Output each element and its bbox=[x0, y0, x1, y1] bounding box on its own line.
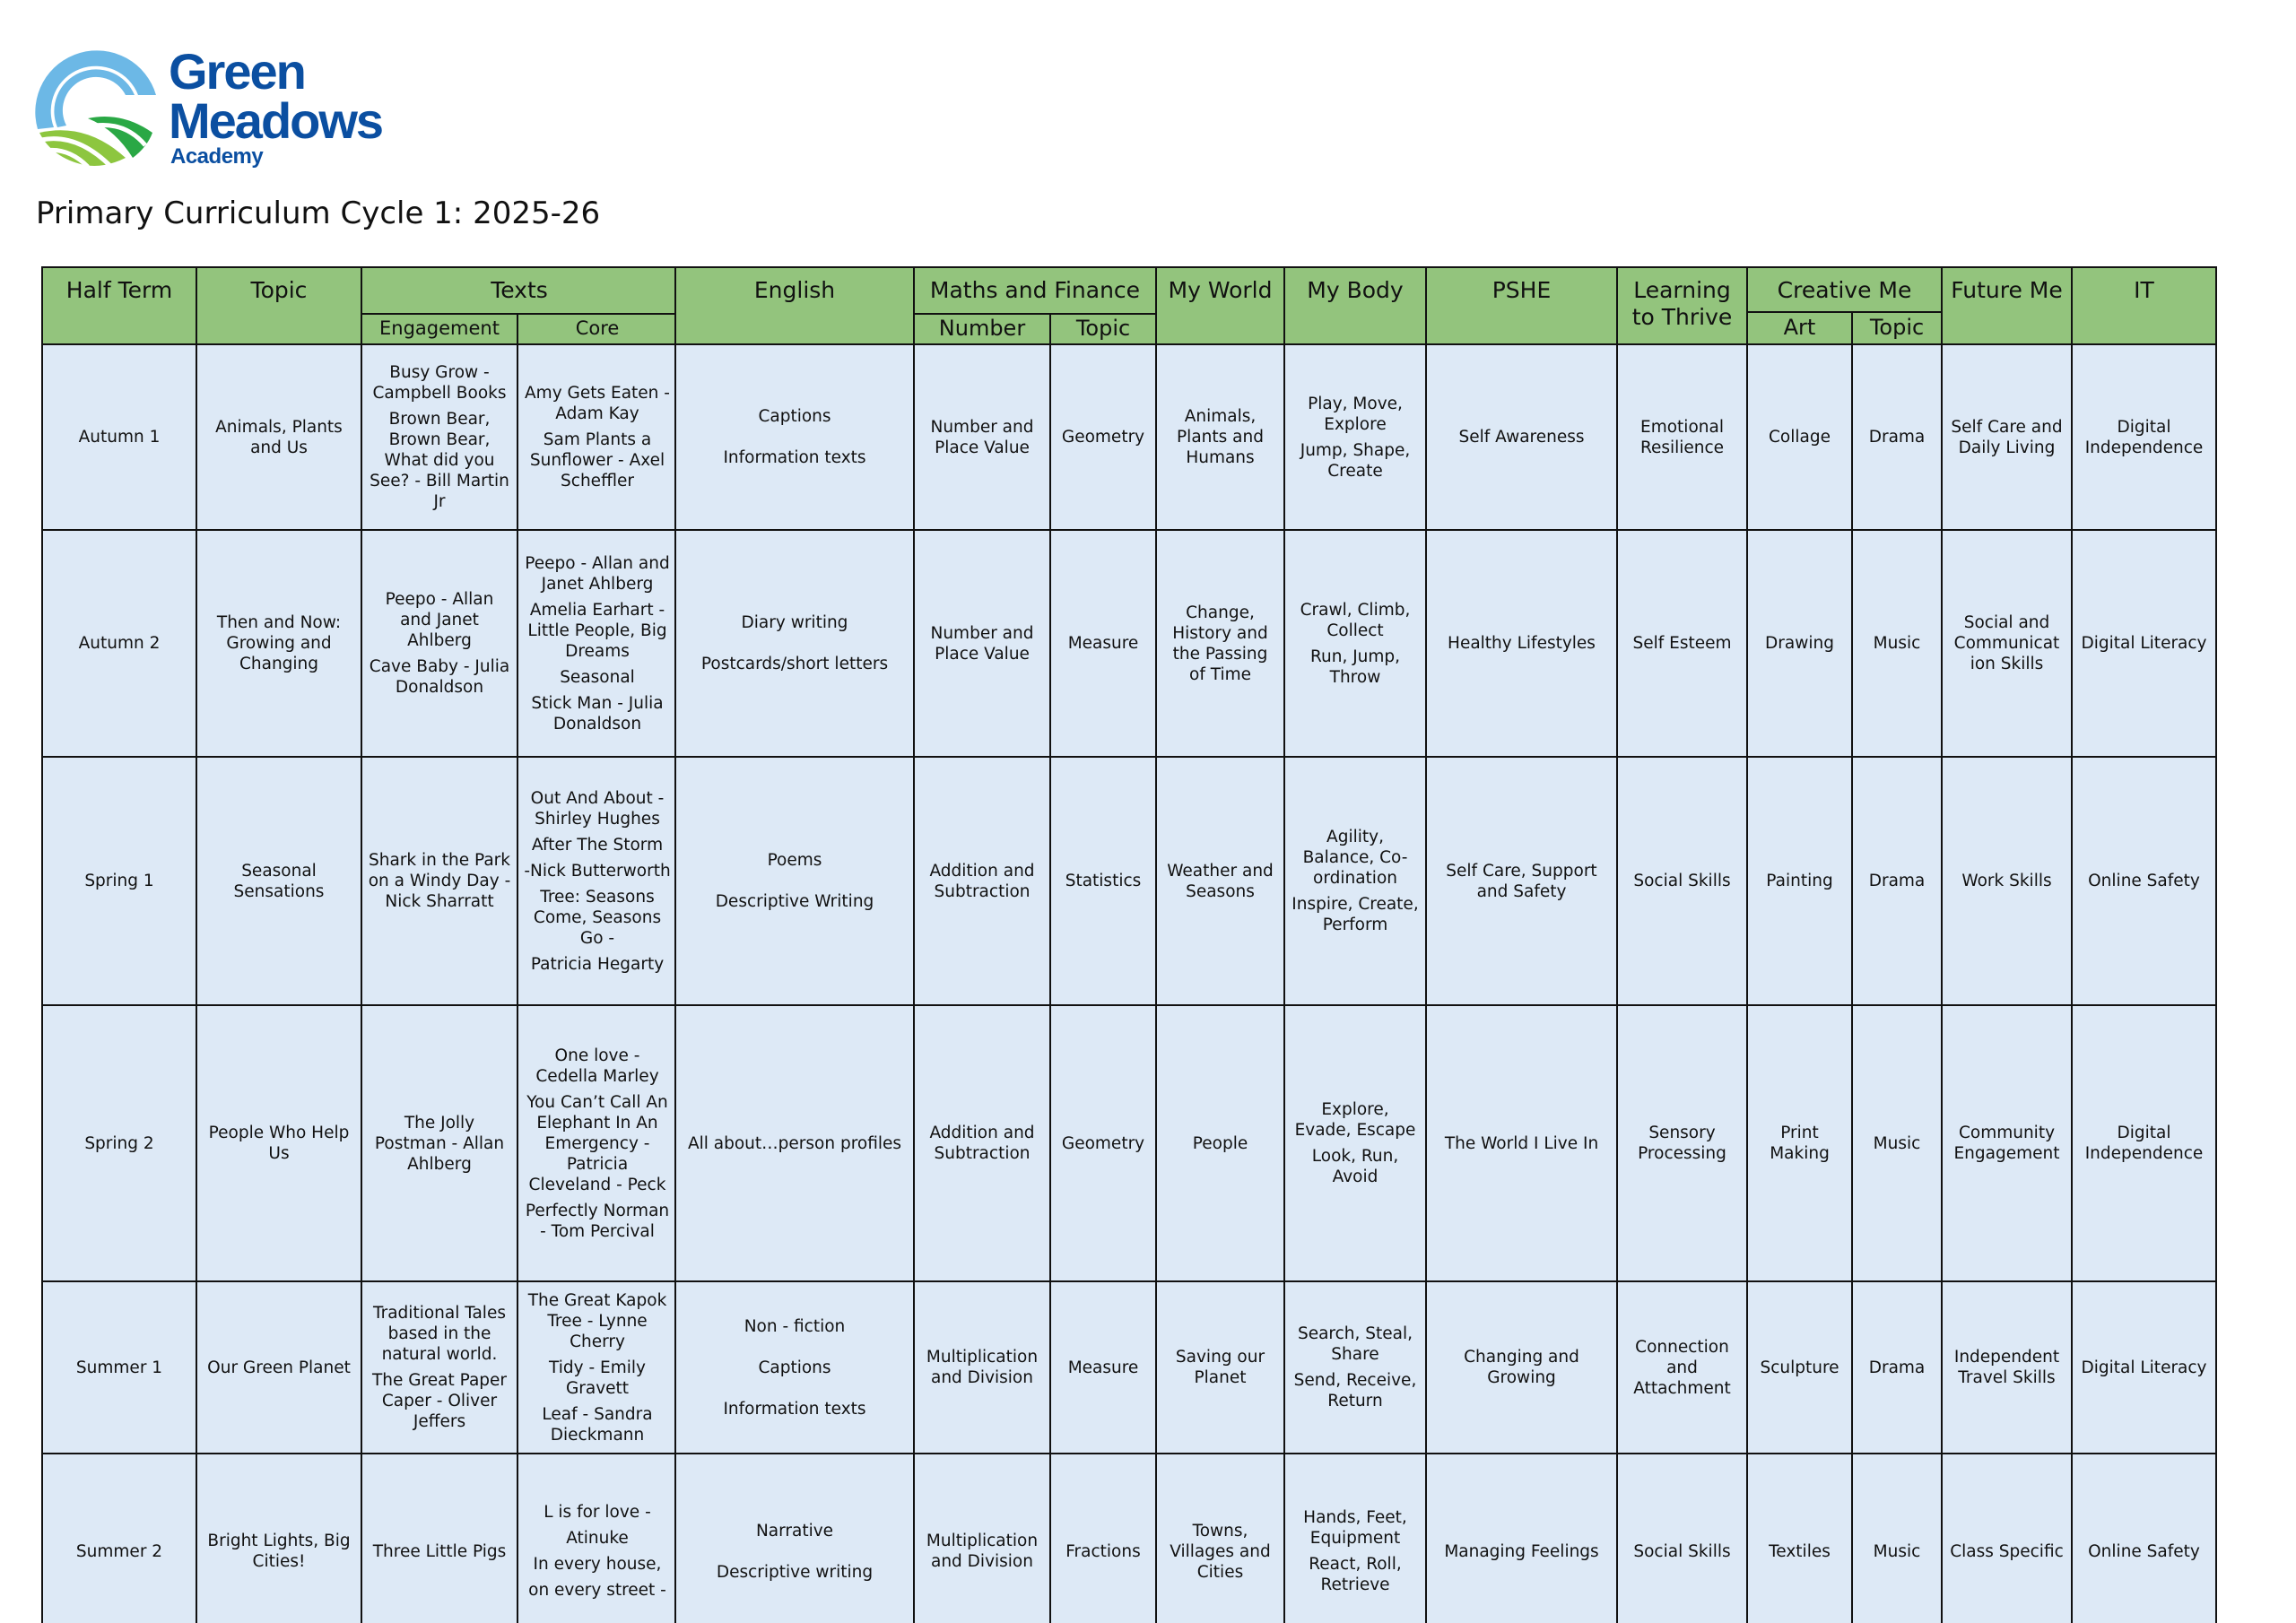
cell-future-me-text: Community Engagement bbox=[1953, 1124, 2060, 1163]
cell-texts-core-line: Leaf - Sandra Dieckmann bbox=[542, 1404, 653, 1445]
cell-it-text: Digital Independence bbox=[2084, 417, 2204, 457]
cell-texts-core bbox=[517, 529, 678, 758]
cell-my-body bbox=[1283, 529, 1427, 758]
cell-my-body bbox=[1283, 1004, 1427, 1282]
cell-learning-to-thrive-text: Sensory Processing bbox=[1638, 1124, 1726, 1163]
cell-learning-to-thrive bbox=[1616, 343, 1748, 531]
cell-texts-core-line: The Great Kapok Tree - Lynne Cherry bbox=[527, 1290, 667, 1351]
cell-texts-core-line: Atinuke bbox=[566, 1529, 629, 1548]
cell-english-line: Captions bbox=[758, 1358, 831, 1377]
cell-learning-to-thrive bbox=[1616, 529, 1748, 758]
cell-my-world-text: Towns, Villages and Cities bbox=[1170, 1521, 1271, 1582]
header-creative-art: Art bbox=[1746, 311, 1853, 345]
header-texts: Texts bbox=[361, 266, 678, 315]
meadow-logo-icon bbox=[32, 39, 162, 169]
cell-learning-to-thrive-text: Connection and Attachment bbox=[1633, 1337, 1731, 1398]
cell-my-body bbox=[1283, 343, 1427, 531]
header-future-me: Future Me bbox=[1941, 266, 2073, 345]
cell-creative-topic-text: Music bbox=[1873, 1133, 1921, 1153]
cell-texts-engagement bbox=[361, 1280, 518, 1454]
cell-maths-topic bbox=[1049, 1280, 1157, 1454]
cell-texts-engagement-line: Busy Grow - Campbell Books bbox=[372, 363, 507, 403]
cell-creative-art bbox=[1746, 529, 1853, 758]
cell-maths-number-text: Number and Place Value bbox=[930, 417, 1034, 457]
cell-it bbox=[2071, 1453, 2217, 1623]
header-maths-topic: Topic bbox=[1049, 313, 1157, 345]
cell-half-term-text: Autumn 2 bbox=[78, 634, 161, 653]
cell-texts-core-line: L is for love - bbox=[544, 1503, 651, 1522]
cell-texts-engagement bbox=[361, 343, 518, 531]
logo-wordmark bbox=[169, 43, 383, 169]
cell-pshe bbox=[1425, 1280, 1618, 1454]
cell-english-line: Captions bbox=[758, 407, 831, 426]
cell-texts-engagement-line: Brown Bear, Brown Bear, What did you See? - Bill Martin Jr bbox=[370, 410, 509, 511]
cell-texts-core-line: Patricia Hegarty bbox=[530, 954, 665, 974]
cell-texts-core-line: Peepo - Allan and Janet Ahlberg bbox=[525, 553, 670, 594]
cell-maths-topic bbox=[1049, 529, 1157, 758]
cell-creative-art bbox=[1746, 756, 1853, 1006]
header-creative-me: Creative Me bbox=[1746, 266, 1943, 313]
line-spacer bbox=[723, 1337, 865, 1358]
header-texts-core: Core bbox=[517, 313, 678, 345]
cell-my-body-line: Inspire, Create, Perform bbox=[1292, 895, 1419, 934]
cell-half-term-text: Summer 2 bbox=[75, 1541, 163, 1561]
cell-maths-topic-text: Statistics bbox=[1065, 872, 1142, 890]
cell-my-body bbox=[1283, 1453, 1427, 1623]
cell-pshe-text: Self Awareness bbox=[1458, 428, 1585, 447]
cell-texts-engagement-line: The Jolly Postman - Allan Ahlberg bbox=[374, 1113, 505, 1174]
cell-maths-number bbox=[913, 1453, 1051, 1623]
cell-my-body-line: Send, Receive, Return bbox=[1293, 1371, 1417, 1410]
cell-my-body-line: Play, Move, Explore bbox=[1308, 394, 1403, 434]
cell-my-body-line: Search, Steal, Share bbox=[1297, 1324, 1413, 1364]
logo-line-green: Green bbox=[169, 43, 305, 100]
cell-pshe bbox=[1425, 1004, 1618, 1282]
cell-texts-core bbox=[517, 1453, 678, 1623]
cell-future-me-text: Work Skills bbox=[1961, 872, 2052, 890]
cell-creative-topic bbox=[1851, 529, 1943, 758]
cell-pshe-text: Changing and Growing bbox=[1464, 1348, 1579, 1387]
cell-it-text: Digital Independence bbox=[2084, 1124, 2204, 1163]
cell-texts-engagement-line: The Great Paper Caper - Oliver Jeffers bbox=[371, 1371, 508, 1431]
cell-half-term-text: Spring 2 bbox=[84, 1133, 154, 1153]
cell-maths-topic-text: Geometry bbox=[1061, 1133, 1145, 1153]
cell-future-me-text: Self Care and Daily Living bbox=[1951, 417, 2063, 457]
cell-texts-core-line: on every street - bbox=[528, 1581, 666, 1600]
cell-texts-core-line: Tree: Seasons Come, Seasons Go - bbox=[533, 887, 662, 948]
cell-english bbox=[674, 1004, 915, 1282]
cell-topic bbox=[196, 1453, 362, 1623]
cell-it-text: Digital Literacy bbox=[2081, 1358, 2207, 1377]
cell-my-body bbox=[1283, 756, 1427, 1006]
cell-half-term-text: Spring 1 bbox=[84, 872, 154, 890]
cell-pshe-text: The World I Live In bbox=[1444, 1133, 1599, 1153]
cell-future-me bbox=[1941, 756, 2073, 1006]
cell-creative-topic-text: Drama bbox=[1868, 428, 1926, 447]
cell-texts-core-line: -Nick Butterworth bbox=[524, 861, 671, 881]
header-creative-topic: Topic bbox=[1851, 311, 1943, 345]
cell-pshe bbox=[1425, 756, 1618, 1006]
cell-topic bbox=[196, 1004, 362, 1282]
cell-learning-to-thrive bbox=[1616, 1280, 1748, 1454]
page-title: Primary Curriculum Cycle 1: 2025-26 bbox=[36, 195, 601, 231]
cell-my-world-text: People bbox=[1192, 1133, 1248, 1153]
cell-english-line: Information texts bbox=[723, 448, 866, 467]
cell-it bbox=[2071, 1004, 2217, 1282]
cell-english-line: Narrative bbox=[755, 1521, 834, 1541]
cell-creative-topic-text: Music bbox=[1873, 634, 1921, 653]
cell-maths-topic-text: Measure bbox=[1067, 634, 1139, 653]
cell-texts-core-line: After The Storm bbox=[531, 835, 664, 855]
cell-maths-topic bbox=[1049, 1453, 1157, 1623]
cell-future-me-text: Independent Travel Skills bbox=[1953, 1348, 2060, 1387]
cell-future-me-text: Class Specific bbox=[1950, 1541, 2064, 1561]
cell-english bbox=[674, 756, 915, 1006]
cell-creative-art bbox=[1746, 1453, 1853, 1623]
cell-pshe-text: Managing Feelings bbox=[1444, 1541, 1599, 1561]
cell-maths-number-text: Multiplication and Division bbox=[926, 1532, 1039, 1571]
cell-pshe bbox=[1425, 529, 1618, 758]
cell-english bbox=[674, 1453, 915, 1623]
cell-creative-topic bbox=[1851, 1004, 1943, 1282]
cell-topic bbox=[196, 1280, 362, 1454]
cell-learning-to-thrive-text: Self Esteem bbox=[1632, 634, 1732, 653]
cell-creative-art bbox=[1746, 1280, 1853, 1454]
cell-texts-core-line: Seasonal bbox=[560, 667, 635, 687]
cell-creative-topic bbox=[1851, 756, 1943, 1006]
cell-future-me bbox=[1941, 343, 2073, 531]
cell-my-world bbox=[1155, 756, 1285, 1006]
cell-english-line: Diary writing bbox=[741, 613, 848, 632]
cell-my-world bbox=[1155, 1004, 1285, 1282]
cell-english-line: Descriptive Writing bbox=[715, 892, 874, 911]
cell-creative-topic bbox=[1851, 1280, 1943, 1454]
header-pshe: PSHE bbox=[1425, 266, 1618, 345]
logo-line-academy: Academy bbox=[170, 144, 264, 169]
cell-texts-engagement bbox=[361, 1453, 518, 1623]
cell-it bbox=[2071, 529, 2217, 758]
cell-texts-engagement bbox=[361, 1004, 518, 1282]
cell-my-body-line: Run, Jump, Throw bbox=[1309, 647, 1401, 687]
cell-topic-text: People Who Help Us bbox=[208, 1124, 350, 1163]
cell-english bbox=[674, 343, 915, 531]
cell-maths-topic bbox=[1049, 1004, 1157, 1282]
header-half-term: Half Term bbox=[41, 266, 197, 345]
cell-half-term bbox=[41, 756, 197, 1006]
cell-topic-text: Bright Lights, Big Cities! bbox=[207, 1532, 351, 1571]
cell-texts-engagement-line: Shark in the Park on a Windy Day - Nick Sharratt bbox=[368, 851, 511, 911]
cell-it bbox=[2071, 343, 2217, 531]
cell-texts-core-line: In every house, bbox=[533, 1555, 662, 1574]
cell-maths-number bbox=[913, 529, 1051, 758]
line-spacer bbox=[723, 1378, 865, 1399]
header-maths: Maths and Finance bbox=[913, 266, 1157, 315]
cell-it-text: Online Safety bbox=[2088, 1541, 2200, 1561]
school-logo bbox=[32, 39, 409, 169]
cell-english-line: Descriptive writing bbox=[716, 1562, 874, 1582]
cell-texts-engagement-line: Three Little Pigs bbox=[372, 1541, 507, 1561]
cell-my-world-text: Weather and Seasons bbox=[1167, 861, 1274, 901]
cell-texts-core-line: Stick Man - Julia Donaldson bbox=[531, 693, 664, 733]
cell-half-term bbox=[41, 1280, 197, 1454]
header-topic: Topic bbox=[196, 266, 362, 345]
cell-maths-number-text: Multiplication and Division bbox=[926, 1348, 1039, 1387]
cell-my-body-line: React, Roll, Retrieve bbox=[1309, 1555, 1402, 1594]
cell-learning-to-thrive bbox=[1616, 1453, 1748, 1623]
cell-english bbox=[674, 529, 915, 758]
cell-creative-art-text: Sculpture bbox=[1760, 1358, 1839, 1377]
cell-texts-core bbox=[517, 1004, 678, 1282]
line-spacer bbox=[716, 871, 874, 891]
cell-learning-to-thrive bbox=[1616, 756, 1748, 1006]
cell-english-line: Poems bbox=[767, 851, 822, 870]
cell-my-body-line: Agility, Balance, Co-ordination bbox=[1302, 828, 1408, 888]
cell-my-body bbox=[1283, 1280, 1427, 1454]
cell-maths-number-text: Addition and Subtraction bbox=[929, 861, 1035, 901]
cell-learning-to-thrive-text: Social Skills bbox=[1633, 872, 1731, 890]
cell-creative-art-text: Drawing bbox=[1765, 634, 1834, 653]
line-spacer bbox=[701, 633, 888, 654]
cell-maths-topic bbox=[1049, 343, 1157, 531]
cell-creative-art-text: Textiles bbox=[1769, 1541, 1831, 1561]
cell-it bbox=[2071, 1280, 2217, 1454]
cell-texts-core-line: Out And About - Shirley Hughes bbox=[530, 788, 665, 829]
cell-my-body-line: Hands, Feet, Equipment bbox=[1303, 1508, 1407, 1548]
header-it: IT bbox=[2071, 266, 2217, 345]
cell-my-body-line: Crawl, Climb, Collect bbox=[1300, 600, 1411, 640]
cell-my-world bbox=[1155, 529, 1285, 758]
cell-texts-core-line: One love - Cedella Marley bbox=[535, 1046, 659, 1086]
cell-creative-topic-text: Music bbox=[1873, 1541, 1921, 1561]
header-my-world: My World bbox=[1155, 266, 1285, 345]
cell-my-world bbox=[1155, 1280, 1285, 1454]
cell-creative-topic-text: Drama bbox=[1868, 1358, 1926, 1377]
cell-maths-number bbox=[913, 1004, 1051, 1282]
cell-creative-topic-text: Drama bbox=[1868, 872, 1926, 890]
line-spacer bbox=[717, 1541, 873, 1562]
cell-my-body-line: Explore, Evade, Escape bbox=[1294, 1100, 1416, 1140]
cell-topic bbox=[196, 343, 362, 531]
cell-maths-topic bbox=[1049, 756, 1157, 1006]
cell-it-text: Digital Literacy bbox=[2081, 634, 2207, 653]
header-maths-number: Number bbox=[913, 313, 1051, 345]
cell-topic-text: Then and Now: Growing and Changing bbox=[216, 613, 342, 673]
cell-texts-core-line: Amelia Earhart - Little People, Big Dreams bbox=[527, 600, 667, 661]
header-texts-engagement: Engagement bbox=[361, 313, 518, 345]
cell-english-line: Information texts bbox=[723, 1399, 866, 1419]
cell-half-term bbox=[41, 1453, 197, 1623]
cell-maths-number bbox=[913, 1280, 1051, 1454]
header-learning-to-thrive: Learning to Thrive bbox=[1616, 266, 1748, 345]
cell-future-me-text: Social and Communicat ion Skills bbox=[1953, 613, 2060, 673]
cell-maths-number bbox=[913, 756, 1051, 1006]
cell-it-text: Online Safety bbox=[2088, 872, 2200, 890]
cell-half-term bbox=[41, 529, 197, 758]
cell-creative-art bbox=[1746, 1004, 1853, 1282]
cell-future-me bbox=[1941, 1280, 2073, 1454]
cell-half-term-text: Autumn 1 bbox=[78, 428, 161, 447]
cell-texts-core-line: Perfectly Norman - Tom Percival bbox=[525, 1201, 670, 1241]
cell-it bbox=[2071, 756, 2217, 1006]
cell-maths-topic-text: Fractions bbox=[1065, 1541, 1141, 1561]
cell-my-world-text: Change, History and the Passing of Time bbox=[1172, 603, 1268, 684]
cell-my-world bbox=[1155, 343, 1285, 531]
cell-maths-number-text: Number and Place Value bbox=[930, 623, 1034, 664]
cell-english-line: All about…person profiles bbox=[687, 1133, 902, 1153]
cell-topic bbox=[196, 529, 362, 758]
cell-texts-core-line: Tidy - Emily Gravett bbox=[549, 1358, 646, 1398]
cell-maths-topic-text: Measure bbox=[1067, 1358, 1139, 1377]
cell-english-line: Non - fiction bbox=[744, 1316, 846, 1336]
cell-texts-core bbox=[517, 756, 678, 1006]
cell-creative-art-text: Collage bbox=[1769, 428, 1831, 447]
cell-creative-art bbox=[1746, 343, 1853, 531]
cell-future-me bbox=[1941, 529, 2073, 758]
cell-learning-to-thrive bbox=[1616, 1004, 1748, 1282]
cell-my-body-line: Jump, Shape, Create bbox=[1300, 440, 1411, 481]
cell-texts-engagement-line: Cave Baby - Julia Donaldson bbox=[369, 657, 510, 697]
cell-creative-topic bbox=[1851, 1453, 1943, 1623]
curriculum-table bbox=[41, 266, 2215, 1623]
cell-future-me bbox=[1941, 1453, 2073, 1623]
cell-my-world-text: Animals, Plants and Humans bbox=[1177, 407, 1264, 467]
line-spacer bbox=[723, 427, 865, 447]
cell-my-body-line: Look, Run, Avoid bbox=[1311, 1147, 1399, 1186]
cell-maths-number bbox=[913, 343, 1051, 531]
cell-texts-core-line: Sam Plants a Sunflower - Axel Scheffler bbox=[529, 430, 665, 490]
logo-line-meadows: Meadows bbox=[169, 92, 383, 149]
cell-half-term bbox=[41, 1004, 197, 1282]
cell-texts-core-line: Amy Gets Eaten - Adam Kay bbox=[525, 384, 670, 423]
cell-english bbox=[674, 1280, 915, 1454]
cell-texts-engagement-line: Peepo - Allan and Janet Ahlberg bbox=[385, 590, 494, 650]
header-english: English bbox=[674, 266, 915, 345]
cell-creative-art-text: Print Making bbox=[1770, 1124, 1830, 1163]
cell-learning-to-thrive-text: Emotional Resilience bbox=[1639, 417, 1725, 457]
cell-texts-engagement bbox=[361, 756, 518, 1006]
cell-half-term bbox=[41, 343, 197, 531]
cell-topic-text: Our Green Planet bbox=[207, 1358, 351, 1377]
cell-topic-text: Seasonal Sensations bbox=[233, 861, 325, 901]
cell-half-term-text: Summer 1 bbox=[75, 1358, 163, 1377]
cell-texts-core-line: You Can’t Call An Elephant In An Emergency - Patricia Cleveland - Peck bbox=[526, 1092, 668, 1194]
cell-pshe-text: Healthy Lifestyles bbox=[1448, 634, 1596, 653]
cell-pshe bbox=[1425, 343, 1618, 531]
cell-my-world-text: Saving our Planet bbox=[1175, 1348, 1265, 1387]
cell-english-line: Postcards/short letters bbox=[700, 655, 889, 673]
cell-topic bbox=[196, 756, 362, 1006]
cell-pshe-text: Self Care, Support and Safety bbox=[1446, 861, 1597, 901]
cell-creative-topic bbox=[1851, 343, 1943, 531]
cell-texts-core bbox=[517, 343, 678, 531]
cell-texts-engagement bbox=[361, 529, 518, 758]
cell-topic-text: Animals, Plants and Us bbox=[215, 417, 343, 457]
cell-creative-art-text: Painting bbox=[1766, 872, 1833, 890]
header-my-body: My Body bbox=[1283, 266, 1427, 345]
cell-texts-engagement-line: Traditional Tales based in the natural world. bbox=[373, 1304, 506, 1364]
cell-my-world bbox=[1155, 1453, 1285, 1623]
cell-pshe bbox=[1425, 1453, 1618, 1623]
cell-future-me bbox=[1941, 1004, 2073, 1282]
cell-learning-to-thrive-text: Social Skills bbox=[1633, 1541, 1731, 1561]
cell-maths-number-text: Addition and Subtraction bbox=[929, 1124, 1035, 1163]
cell-maths-topic-text: Geometry bbox=[1061, 428, 1145, 447]
cell-texts-core bbox=[517, 1280, 678, 1454]
